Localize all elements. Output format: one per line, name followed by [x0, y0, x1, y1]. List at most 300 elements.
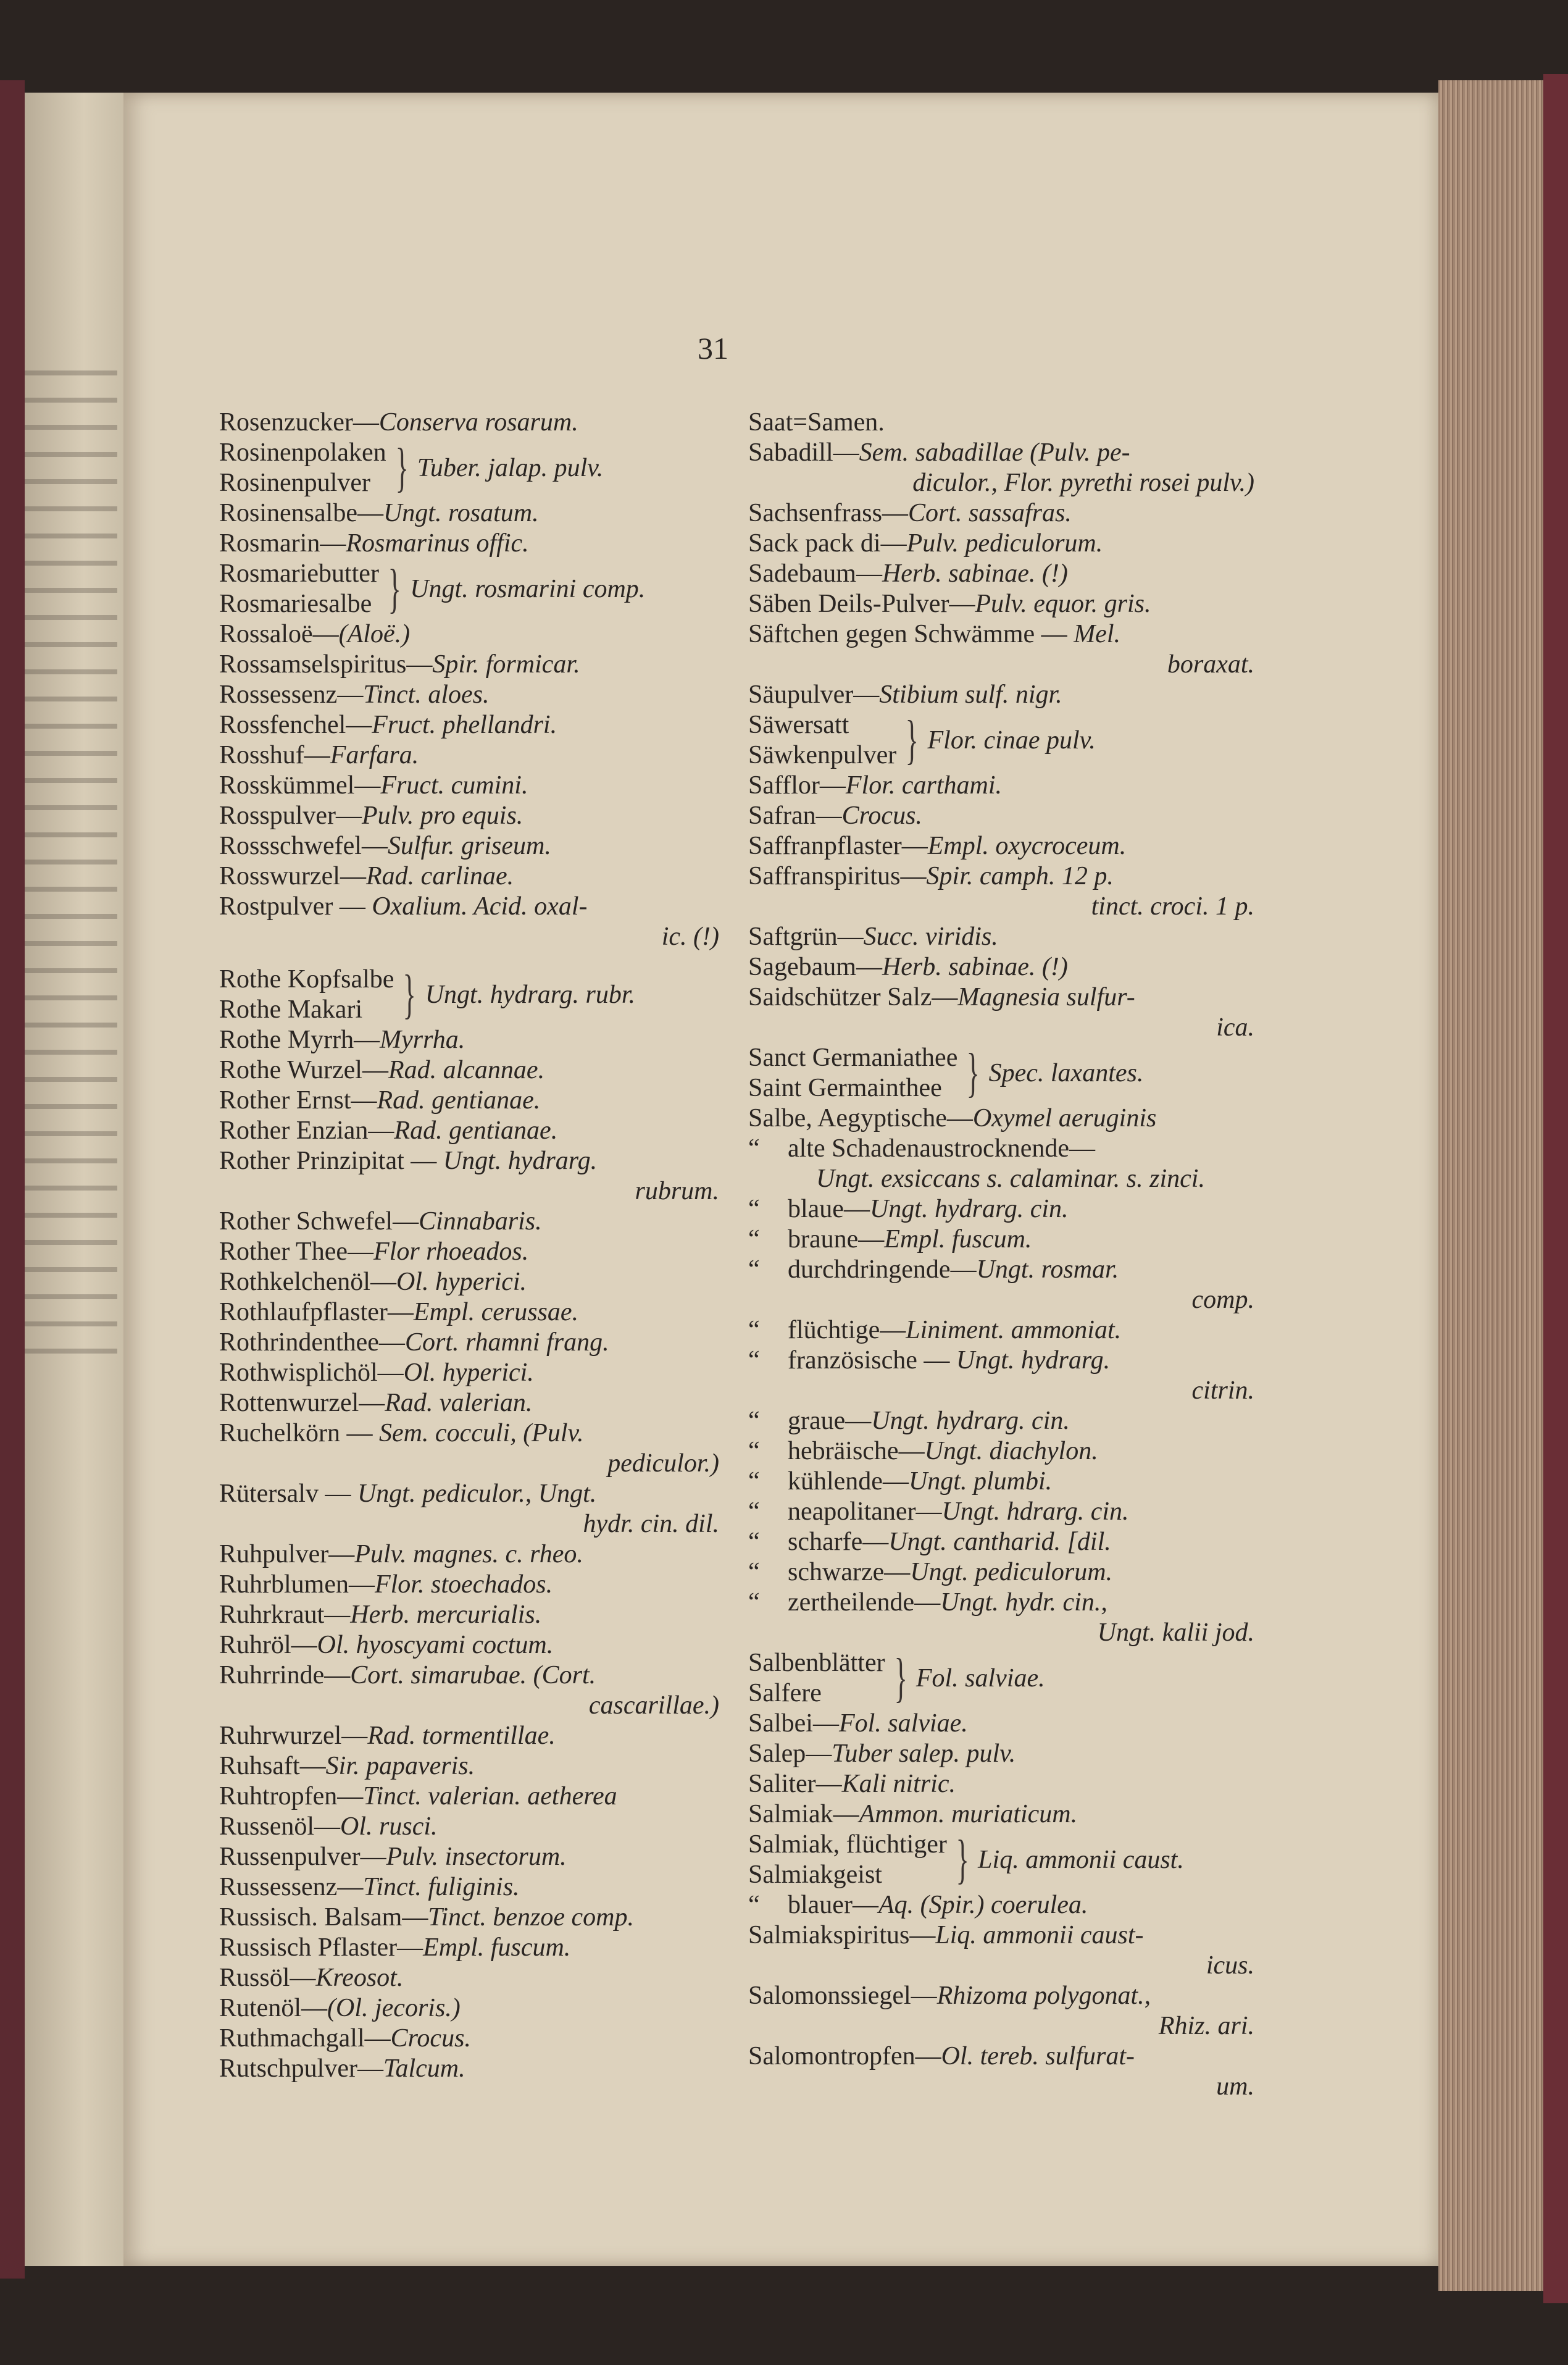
- entry-term: Säwkenpulver: [748, 741, 897, 769]
- latin-term: Oxalium. Acid. oxal-: [372, 892, 588, 921]
- latin-term: Empl. fuscum.: [884, 1225, 1032, 1254]
- dictionary-entry: [748, 619, 1254, 650]
- entry-term: kühlende—: [788, 1467, 909, 1496]
- dictionary-entry: [748, 529, 1254, 559]
- entry-term: neapolitaner—: [788, 1497, 942, 1526]
- ditto-mark: “: [748, 1558, 760, 1586]
- ditto-mark: “: [748, 1528, 760, 1556]
- latin-term: Ungt. rosmarini comp.: [410, 574, 646, 603]
- entry-term: Saint Germainthee: [748, 1074, 942, 1102]
- brace-icon: }: [403, 965, 417, 1024]
- entry-term: durchdringende—: [788, 1255, 977, 1284]
- dictionary-entry: [219, 529, 719, 559]
- latin-term: (Ol. jecoris.): [327, 1994, 461, 2022]
- latin-term: Fruct. cumini.: [380, 771, 528, 800]
- dictionary-entry: [219, 1993, 719, 2024]
- ditto-mark: “: [748, 1437, 760, 1465]
- right-column: [748, 408, 1254, 2102]
- dictionary-entry: [748, 1103, 1254, 1134]
- dictionary-entry: [219, 892, 719, 922]
- dictionary-entry: [219, 1781, 719, 1812]
- dictionary-entry: [748, 952, 1254, 982]
- entry-term: Salmiakgeist: [748, 1861, 882, 1889]
- dictionary-entry: [748, 1134, 1254, 1164]
- latin-term: Conserva rosarum.: [378, 408, 578, 437]
- entry-term: Russessenz—: [219, 1873, 364, 1901]
- latin-term: Ungt. diachylon.: [924, 1437, 1098, 1465]
- latin-term: Ungt. hydrarg. cin.: [869, 1195, 1069, 1223]
- grouped-entry: [219, 559, 719, 619]
- entry-continuation: boraxat.: [1167, 650, 1254, 679]
- entry-term: Rossschwefel—: [219, 832, 388, 860]
- dictionary-entry: [219, 1660, 719, 1691]
- entry-continuation: pediculor.): [607, 1449, 719, 1478]
- entry-term: Salbe, Aegyptische—: [748, 1104, 973, 1132]
- entry-term: hebräische—: [788, 1437, 925, 1465]
- latin-term: Ungt. hydrarg.: [956, 1346, 1111, 1375]
- entry-term: Rother Ernst—: [219, 1086, 377, 1115]
- left-column: [219, 408, 719, 2084]
- entry-term: Salfere: [748, 1679, 822, 1707]
- ditto-mark: “: [748, 1497, 760, 1526]
- entry-term: Rosmarin—: [219, 529, 346, 558]
- latin-term: Flor rhoeados.: [373, 1237, 529, 1266]
- dictionary-entry: [748, 1709, 1254, 1739]
- entry-names: [219, 965, 394, 1025]
- entry-term: Ruchelkörn —: [219, 1419, 379, 1447]
- entry-term: Russisch Pflaster—: [219, 1933, 423, 1962]
- entry-term: Rothe Kopfsalbe: [219, 965, 394, 994]
- entry-term: Ruhrrinde—: [219, 1661, 351, 1689]
- ditto-mark: “: [748, 1225, 760, 1254]
- latin-term: Liniment. ammoniat.: [906, 1316, 1122, 1344]
- latin-term: Herb. sabinae. (!): [882, 953, 1068, 981]
- latin-term: Ungt. hydrarg. cin.: [871, 1407, 1070, 1435]
- entry-term: Saliter—: [748, 1770, 842, 1798]
- dictionary-entry: [748, 1346, 1254, 1376]
- latin-term: Liq. ammonii caust.: [978, 1845, 1184, 1874]
- dictionary-entry: [219, 1237, 719, 1267]
- entry-term: Rosinenpolaken: [219, 438, 386, 467]
- latin-term: Sulfur. griseum.: [387, 832, 551, 860]
- dictionary-entry: [748, 922, 1254, 952]
- dictionary-entry: [219, 1812, 719, 1842]
- latin-term: Talcum.: [383, 2054, 465, 2083]
- entry-names: [748, 1830, 947, 1890]
- dictionary-entry: [219, 1025, 719, 1055]
- entry-term: Salbei—: [748, 1709, 839, 1738]
- entry-term: Ruhtropfen—: [219, 1782, 364, 1810]
- entry-continuation: um.: [1216, 2072, 1254, 2101]
- entry-term: Sanct Germaniathee: [748, 1044, 958, 1072]
- dictionary-entry: [748, 1920, 1254, 1951]
- latin-term: Pulv. insectorum.: [386, 1843, 567, 1871]
- entry-term: Saidschützer Salz—: [748, 983, 958, 1011]
- latin-term: Tuber. jalap. pulv.: [417, 453, 604, 482]
- latin-term: Rad. carlinae.: [365, 862, 514, 890]
- latin-term: Ungt. plumbi.: [908, 1467, 1053, 1496]
- dictionary-entry: [219, 1358, 719, 1388]
- dictionary-entry: [219, 680, 719, 710]
- entry-term: Salbenblätter: [748, 1649, 885, 1677]
- entry-continuation: Ungt. exsiccans s. calaminar. s. zinci.: [816, 1165, 1205, 1193]
- dictionary-entry: [219, 2054, 719, 2084]
- entry-term: Rothkelchenöl—: [219, 1268, 396, 1296]
- entry-term: Rosmariebutter: [219, 559, 379, 588]
- entry-term: Rosinensalbe—: [219, 499, 383, 527]
- grouped-entry: [748, 1830, 1254, 1890]
- dictionary-entry: [748, 771, 1254, 801]
- latin-term: Rad. gentianae.: [377, 1086, 541, 1115]
- latin-term: Cort. simarubae. (Cort.: [350, 1661, 596, 1689]
- dictionary-entry: [219, 740, 719, 771]
- entry-term: Saffranpflaster—: [748, 832, 928, 860]
- entry-term: Rother Thee—: [219, 1237, 373, 1266]
- dictionary-entry: [219, 1388, 719, 1418]
- latin-term: Sem. sabadillae (Pulv. pe-: [859, 438, 1130, 467]
- entry-term: Russisch. Balsam—: [219, 1903, 428, 1932]
- entry-term: französische —: [788, 1346, 956, 1375]
- page-number: 31: [698, 331, 728, 366]
- latin-term: Myrrha.: [380, 1026, 465, 1054]
- entry-term: Ruhpulver—: [219, 1540, 355, 1568]
- latin-term: Ungt. cantharid. [dil.: [888, 1528, 1111, 1556]
- latin-term: Spir. formicar.: [432, 650, 580, 679]
- latin-term: Ungt. rosatum.: [383, 499, 539, 527]
- entry-term: Ruthmachgall—: [219, 2024, 391, 2053]
- entry-continuation: ica.: [1216, 1013, 1254, 1042]
- entry-term: Rothe Myrrh—: [219, 1026, 380, 1054]
- entry-term: Ruhrblumen—: [219, 1570, 375, 1599]
- entry-term: Rütersalv —: [219, 1480, 357, 1508]
- dictionary-entry: [748, 801, 1254, 831]
- dictionary-entry: [748, 1588, 1254, 1618]
- dictionary-entry: [748, 1527, 1254, 1557]
- latin-term: Aq. (Spir.) coerulea.: [878, 1891, 1088, 1919]
- dictionary-entry: [748, 1255, 1254, 1285]
- brace-icon: }: [956, 1830, 969, 1890]
- dictionary-entry: [219, 831, 719, 861]
- latin-term: Pulv. equor. gris.: [975, 590, 1151, 618]
- entry-continuation: citrin.: [1191, 1376, 1254, 1405]
- entry-term: Rutenöl—: [219, 1994, 327, 2022]
- dictionary-entry: [748, 680, 1254, 710]
- dictionary-entry: [219, 1902, 719, 1933]
- dictionary-entry: [748, 831, 1254, 861]
- entry-term: Rutschpulver—: [219, 2054, 383, 2083]
- latin-term: Crocus.: [390, 2024, 471, 2053]
- dictionary-entry: [748, 498, 1254, 529]
- dictionary-entry: [748, 1315, 1254, 1346]
- entry-term: alte Schadenaustrocknende—: [788, 1134, 1095, 1163]
- latin-term: Fol. salviae.: [838, 1709, 968, 1738]
- dictionary-entry: [748, 559, 1254, 589]
- book-cover-right: [1543, 74, 1568, 2303]
- latin-term: Magnesia sulfur-: [957, 983, 1135, 1011]
- entry-continuation: tinct. croci. 1 p.: [1091, 892, 1254, 921]
- dictionary-entry: [748, 1981, 1254, 2011]
- entry-term: Rosmariesalbe: [219, 590, 372, 618]
- latin-term: Pulv. pro equis.: [362, 802, 523, 830]
- entry-term: Sagebaum—: [748, 953, 882, 981]
- dictionary-entry: [219, 1418, 719, 1449]
- latin-term: Ammon. muriaticum.: [859, 1800, 1078, 1828]
- dictionary-entry: [219, 1570, 719, 1600]
- dictionary-entry: [748, 1557, 1254, 1588]
- dictionary-entry: [219, 2024, 719, 2054]
- entry-term: Säben Deils-Pulver—: [748, 590, 975, 618]
- latin-term: Kali nitric.: [841, 1770, 956, 1798]
- grouped-entry: [748, 1648, 1254, 1709]
- dictionary-entry: [219, 1146, 719, 1176]
- entry-term: Safran—: [748, 802, 842, 830]
- ditto-mark: “: [748, 1316, 760, 1344]
- facing-page-bleed: [25, 370, 117, 1358]
- latin-term: Spir. camph. 12 p.: [926, 862, 1114, 890]
- entry-term: Saftgrün—: [748, 923, 864, 951]
- dictionary-entry: [748, 982, 1254, 1013]
- ditto-mark: “: [748, 1255, 760, 1284]
- entry-term: Rossamselspiritus—: [219, 650, 433, 679]
- latin-term: Mel.: [1074, 620, 1120, 648]
- entry-term: Rosswurzel—: [219, 862, 366, 890]
- grouped-entry: [748, 1043, 1254, 1103]
- book-cover-left: [0, 80, 25, 2279]
- latin-term: Ungt. rosmar.: [976, 1255, 1119, 1284]
- entry-names: [748, 1043, 957, 1103]
- latin-term: Farfara.: [330, 741, 419, 769]
- entry-term: Saffranspiritus—: [748, 862, 927, 890]
- entry-term: Rother Prinzipitat —: [219, 1147, 443, 1175]
- entry-term: Ruhrkraut—: [219, 1601, 351, 1629]
- entry-term: Rothlaufpflaster—: [219, 1298, 414, 1326]
- latin-term: Ungt. pediculor., Ungt.: [357, 1480, 597, 1508]
- latin-term: Empl. oxycroceum.: [927, 832, 1127, 860]
- grouped-entry: [748, 710, 1254, 771]
- latin-term: Tuber salep. pulv.: [832, 1739, 1016, 1768]
- latin-term: Ol. hyoscyami coctum.: [317, 1631, 554, 1659]
- latin-term: Crocus.: [841, 802, 922, 830]
- ditto-mark: “: [748, 1134, 760, 1163]
- dictionary-entry: [219, 1933, 719, 1963]
- dictionary-entry: [748, 1497, 1254, 1527]
- latin-term: Rad. tormentillae.: [367, 1722, 556, 1750]
- entry-term: flüchtige—: [788, 1316, 906, 1344]
- dictionary-entry: [748, 2041, 1254, 2072]
- latin-term: Pulv. magnes. c. rheo.: [354, 1540, 583, 1568]
- brace-icon: }: [388, 559, 401, 619]
- latin-term: Ol. hyperici.: [396, 1268, 527, 1296]
- ditto-mark: “: [748, 1195, 760, 1223]
- latin-term: Ungt. pediculorum.: [910, 1558, 1113, 1586]
- latin-term: Ol. rusci.: [340, 1812, 438, 1841]
- dictionary-entry: [219, 1539, 719, 1570]
- latin-term: Rhizoma polygonat.,: [936, 1982, 1151, 2010]
- dictionary-entry: [219, 1479, 719, 1509]
- dictionary-entry: [748, 1406, 1254, 1436]
- entry-term: Sack pack di—: [748, 529, 907, 558]
- dictionary-entry: [219, 1086, 719, 1116]
- entry-term: Säwersatt: [748, 711, 849, 739]
- latin-term: Cinnabaris.: [419, 1207, 542, 1236]
- entry-term: Sabadill—: [748, 438, 859, 467]
- dictionary-entry: [219, 801, 719, 831]
- entry-term: Rother Schwefel—: [219, 1207, 419, 1236]
- latin-term: Rad. valerian.: [385, 1389, 533, 1417]
- dictionary-entry: [219, 498, 719, 529]
- entry-term: Salmiakspiritus—: [748, 1921, 936, 1949]
- entry-term: Salmiak, flüchtiger: [748, 1830, 947, 1859]
- brace-icon: }: [966, 1043, 980, 1103]
- entry-term: Rosinenpulver: [219, 469, 370, 497]
- entry-names: [748, 710, 896, 771]
- dictionary-entry: [219, 1751, 719, 1781]
- entry-term: braune—: [788, 1225, 885, 1254]
- entry-continuation: cascarillae.): [588, 1691, 719, 1720]
- latin-term: Kreosot.: [315, 1964, 404, 1992]
- entry-continuation: comp.: [1191, 1286, 1254, 1314]
- latin-term: Succ. viridis.: [863, 923, 998, 951]
- latin-term: Tinct. valerian. aetherea: [363, 1782, 617, 1810]
- brace-icon: }: [395, 438, 409, 498]
- latin-term: Ungt. hydrarg. rubr.: [425, 980, 636, 1009]
- dictionary-entry: [748, 1194, 1254, 1224]
- entry-term: Ruhrwurzel—: [219, 1722, 368, 1750]
- entry-term: Sadebaum—: [748, 559, 882, 588]
- entry-term: Rothwisplichöl—: [219, 1358, 404, 1387]
- entry-term: Salmiak—: [748, 1800, 859, 1828]
- latin-term: Oxymel aeruginis: [972, 1104, 1157, 1132]
- entry-term: Rossfenchel—: [219, 711, 372, 739]
- latin-term: Herb. sabinae. (!): [882, 559, 1068, 588]
- latin-term: Cort. rhamni frang.: [404, 1328, 609, 1357]
- entry-term: Rottenwurzel—: [219, 1389, 385, 1417]
- latin-term: Flor. cinae pulv.: [927, 726, 1096, 755]
- latin-term: Rosmarinus offic.: [346, 529, 529, 558]
- dictionary-entry: [748, 589, 1254, 619]
- dictionary-entry: [219, 1963, 719, 1993]
- entry-continuation: diculor., Flor. pyrethi rosei pulv.): [912, 469, 1254, 497]
- ditto-mark: “: [748, 1346, 760, 1375]
- dictionary-entry: [219, 710, 719, 740]
- entry-names: [219, 559, 379, 619]
- latin-term: Ol. tereb. sulfurat-: [941, 2042, 1135, 2070]
- latin-term: Cort. sassafras.: [907, 499, 1072, 527]
- entry-term: Säftchen gegen Schwämme —: [748, 620, 1074, 648]
- dictionary-entry: [219, 408, 719, 438]
- latin-term: Sem. cocculi, (Pulv.: [378, 1419, 584, 1447]
- dictionary-entry: [748, 1224, 1254, 1255]
- entry-term: Rothe Wurzel—: [219, 1056, 388, 1084]
- entry-term: Rossessenz—: [219, 680, 364, 709]
- entry-term: Russenpulver—: [219, 1843, 386, 1871]
- grouped-entry: [219, 438, 719, 498]
- entry-term: Rostpulver —: [219, 892, 372, 921]
- entry-term: scharfe—: [788, 1528, 889, 1556]
- entry-term: Saat=Samen.: [748, 408, 885, 437]
- latin-term: (Aloë.): [338, 620, 411, 648]
- latin-term: Rad. gentianae.: [394, 1116, 558, 1145]
- latin-term: Flor. stoechados.: [374, 1570, 553, 1599]
- dictionary-entry: [219, 1116, 719, 1146]
- entry-continuation: Rhiz. ari.: [1158, 2012, 1254, 2040]
- entry-term: Salomontropfen—: [748, 2042, 941, 2070]
- dictionary-entry: [219, 1872, 719, 1902]
- spacer: [219, 952, 719, 965]
- dictionary-entry: [219, 650, 719, 680]
- entry-term: Russenöl—: [219, 1812, 341, 1841]
- latin-term: Liq. ammonii caust-: [935, 1921, 1144, 1949]
- latin-term: Ungt. hydr. cin.,: [940, 1588, 1107, 1617]
- dictionary-entry: [748, 1467, 1254, 1497]
- entry-term: graue—: [788, 1407, 872, 1435]
- dictionary-entry: [748, 1769, 1254, 1799]
- entry-term: blaue—: [788, 1195, 870, 1223]
- entry-continuation: Ungt. kalii jod.: [1097, 1618, 1254, 1647]
- entry-term: Rosshuf—: [219, 741, 330, 769]
- latin-term: Pulv. pediculorum.: [906, 529, 1103, 558]
- entry-term: Rosspulver—: [219, 802, 362, 830]
- entry-term: schwarze—: [788, 1558, 911, 1586]
- entry-term: Rothe Makari: [219, 995, 363, 1024]
- entry-term: Rothrindenthee—: [219, 1328, 405, 1357]
- entry-term: Säupulver—: [748, 680, 880, 709]
- entry-term: Russöl—: [219, 1964, 316, 1992]
- latin-term: Spec. laxantes.: [988, 1058, 1144, 1087]
- dictionary-entry: [748, 408, 1254, 438]
- entry-term: Ruhsaft—: [219, 1752, 326, 1780]
- entry-term: Rother Enzian—: [219, 1116, 394, 1145]
- dictionary-entry: [219, 619, 719, 650]
- entry-term: Sachsenfrass—: [748, 499, 908, 527]
- grouped-entry: [219, 965, 719, 1025]
- latin-term: Ol. hyperici.: [403, 1358, 534, 1387]
- dictionary-entry: [748, 1799, 1254, 1830]
- latin-term: Ungt. hdrarg. cin.: [941, 1497, 1129, 1526]
- latin-term: Ungt. hydrarg.: [443, 1147, 598, 1175]
- dictionary-entry: [219, 1267, 719, 1297]
- entry-term: Rossaloë—: [219, 620, 339, 648]
- dictionary-entry: [219, 1207, 719, 1237]
- latin-term: Flor. carthami.: [845, 771, 1003, 800]
- entry-names: [748, 1648, 885, 1709]
- latin-term: Fol. salviae.: [915, 1664, 1045, 1693]
- entry-term: blauer—: [788, 1891, 878, 1919]
- ditto-mark: “: [748, 1407, 760, 1435]
- dictionary-entry: [219, 1055, 719, 1086]
- dictionary-entry: [219, 771, 719, 801]
- latin-term: Empl. cerussae.: [413, 1298, 579, 1326]
- dictionary-entry: [219, 1328, 719, 1358]
- latin-term: Tinct. benzoe comp.: [428, 1903, 634, 1932]
- brace-icon: }: [894, 1648, 907, 1708]
- dictionary-entry: [748, 1739, 1254, 1769]
- entry-term: Safflor—: [748, 771, 846, 800]
- entry-continuation: ic. (!): [661, 923, 719, 951]
- dictionary-entry: [748, 861, 1254, 892]
- ditto-mark: “: [748, 1588, 760, 1617]
- dictionary-entry: [219, 1297, 719, 1328]
- entry-term: Rosskümmel—: [219, 771, 381, 800]
- dictionary-entry: [748, 1890, 1254, 1920]
- ditto-mark: “: [748, 1467, 760, 1496]
- entry-continuation: hydr. cin. dil.: [583, 1510, 719, 1538]
- latin-term: Tinct. fuliginis.: [363, 1873, 520, 1901]
- page-stack-edge: [1438, 80, 1543, 2291]
- dictionary-entry: [219, 1600, 719, 1630]
- entry-names: [219, 438, 386, 498]
- latin-term: Tinct. aloes.: [363, 680, 490, 709]
